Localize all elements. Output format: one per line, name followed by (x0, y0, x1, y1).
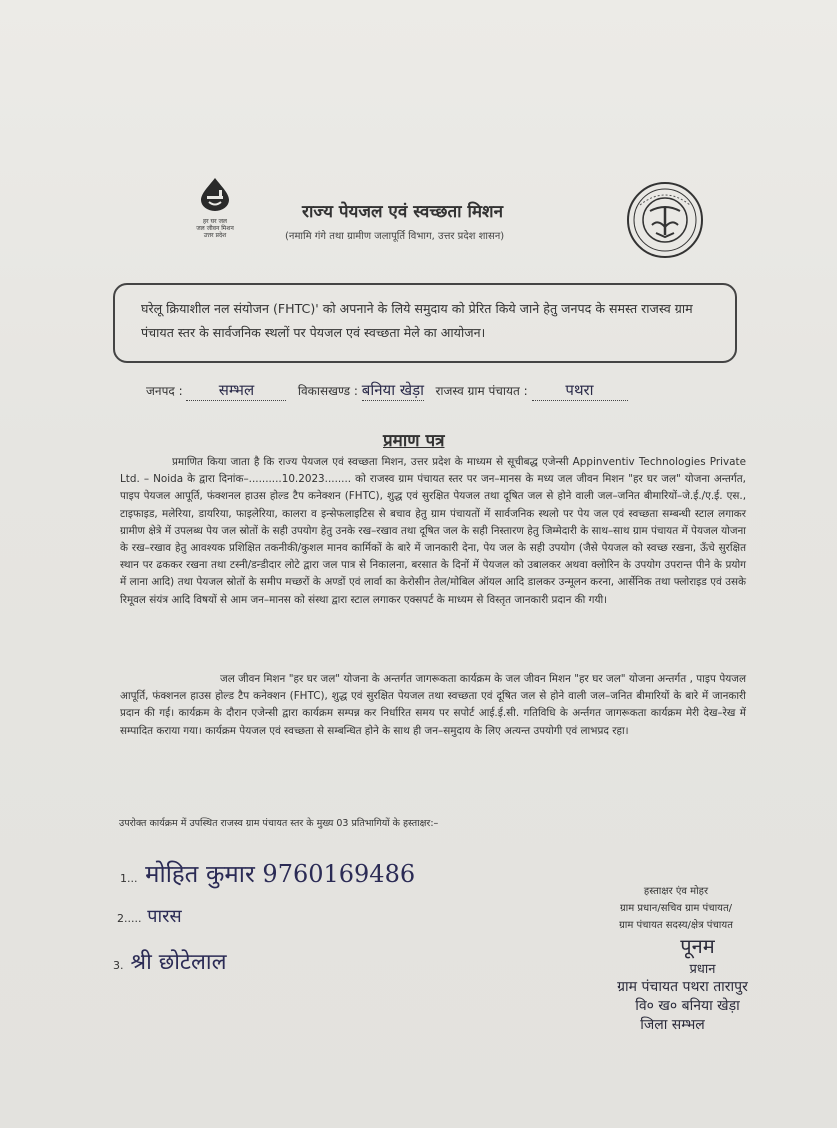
block-label: विकासखण्ड : (297, 384, 358, 398)
stamp-line-2: वि० ख० बनिया खेड़ा (635, 998, 740, 1014)
participant-signature-2 (117, 904, 182, 928)
certificate-paragraph-1: प्रमाणित किया जाता है कि राज्य पेयजल एवं स्वच्छता मिशन, उत्तर प्रदेश के माध्यम से सूचीबद्ध एजेन्सी Appinventiv Technologies Private Ltd. – Noida के द्वारा दिनांक–..........10.2023........ को राजस्व ग्राम पंचायत स्तर पर जन–मानस के मध्य जल जीवन मिशन "हर घर जल" योजना अन्तर्गत, पाइप पेयजल आपूर्ति, फंक्शनल हाउस होल्ड टैप कनेक्शन (FHTC), शुद्ध एवं सुरक्षित पेयजल तथा दूषित जल से होने वाली जल–जनित बीमारियों–जे.ई./ए.ई. एस., टाइफाइड, मलेरिया, डायरिया, फाइलेरिया, कालरा व इन्सेफलाइटिस से बचाव हेतु ग्राम पंचायतों में सार्वजनिक स्थलो पर पेय जल एवं स्वच्छता सम्बन्धी स्टाल लगाकर ग्रामीण क्षेत्रे में उपलब्ध पेय जल स्रोतों के सही उपयोग हेतु उनके रख–रखाव तथा दूषित जल के सही निस्तारण हेतु जिम्मेदारी के साथ–साथ ग्राम पंचायत में पेयजल योजना के रख–रखाव हेतु आवश्यक प्रशिक्षित तकनीकी/कुशल मानव कार्मिकों के बारे में जानकारी देना, पेय जल के सही उपयोग (जैसे पेयजल को स्वच्छ रखना, ऊँचे सुरक्षित स्थान पर ढककर रखना तथा टस्नी/डन्डीदार लोटे द्वारा जल पात्र से निकालना, बरसात के दिनों में पेयजल को उबालकर अथवा क्लोरिन के उपयोग उपरान्त पीने के प्रयोग में लाना आदि) तथा पेयजल स्रोतों के समीप मच्छरों के अण्डों एवं लार्वा का केरोसीन तेल/मोबिल ऑयल आदि डालकर उन्मूलन करना, आर्सेनिक तथा फ्लोराइड एवं उसके रिमूवल संयंत्र आदि विषयों से आम जन–मानस को संस्था द्वारा स्टाल लगाकर एक्सपर्ट के माध्यम से विस्तृत जानकारी प्रदान की गयी। (120, 456, 746, 606)
stamp-line-3: जिला सम्भल (640, 1017, 705, 1033)
pradhan-stamp (600, 932, 775, 1034)
district-label: जनपद : (146, 384, 183, 398)
stamp-line-1: ग्राम पंचायत पथरा तारापुर (617, 979, 748, 995)
event-title-banner: घरेलू क्रियाशील नल संयोजन (FHTC)' को अपनाने के लिये समुदाय को प्रेरित किये जाने हेतु जनपद के समस्त राजस्व ग्राम पंचायत स्तर के सार्वजनिक स्थलों पर पेयजल एवं स्वच्छता मेले का आयोजन। (113, 283, 737, 363)
water-drop-icon (195, 176, 235, 212)
participant-signature-1 (120, 857, 415, 890)
stamp-role: प्रधान (689, 962, 716, 977)
panchayat-value: पथरा (565, 381, 594, 399)
signature-1-text: मोहित कुमार 9760169486 (145, 860, 416, 888)
up-government-seal-icon (626, 181, 704, 259)
seal-line-3: ग्राम पंचायत सदस्य/क्षेत्र पंचायत (619, 920, 733, 931)
seal-line-1: हस्ताक्षर एंव मोहर (643, 886, 709, 897)
signature-number-1: 1... (120, 872, 138, 885)
certificate-paragraph-2: जल जीवन मिशन "हर घर जल" योजना के अन्तर्गत जागरूकता कार्यक्रम के जल जीवन मिशन "हर घर जल" योजना अन्तर्गत , पाइप पेयजल आपूर्ति, फंक्शनल हाउस होल्ड टैप कनेक्शन (FHTC), शुद्ध एवं सुरक्षित पेयजल तथा स्वच्छता एवं दूषित जल से होने वाली जल–जनित बीमारियों के बारे में जानकारी प्रदान की गई। कार्यक्रम के दौरान एजेन्सी द्वारा कार्यक्रम सम्पन्न कर निर्धारित समय पर सपोर्ट आई.ई.सी. गतिविधि के अर्न्तगत जागरूकता कार्यक्रम मेरी देख–रेख में सम्पादित कराया गया। कार्यक्रम पेयजल एवं स्वच्छता से सम्बन्धित होने के साथ ही जन–समुदाय के लिए अत्यन्त उपयोगी एवं लाभप्रद रहा। (120, 673, 746, 737)
signature-2-text: पारस (147, 906, 182, 927)
page-subtitle: (नमामि गंगे तथा ग्रामीण जलापूर्ति विभाग, उत्तर प्रदेश शासन) (285, 231, 505, 242)
certificate-title: प्रमाण पत्र (383, 431, 445, 451)
signatures-intro: उपरोक्त कार्यक्रम में उपस्थित राजस्व ग्राम पंचायत स्तर के मुख्य 03 प्रतिभागियों के हस्ताक्षर:– (119, 818, 439, 829)
participant-signature-3 (113, 946, 227, 976)
signature-number-2: 2..... (117, 912, 142, 925)
pradhan-signature: पूनम (680, 934, 715, 958)
panchayat-label: राजस्व ग्राम पंचायत : (435, 384, 528, 398)
seal-line-2: ग्राम प्रधान/सचिव ग्राम पंचायत/ (619, 903, 733, 914)
signature-number-3: 3. (113, 959, 124, 972)
block-value: बनिया खेड़ा (361, 381, 425, 399)
page-title: राज्य पेयजल एवं स्वच्छता मिशन (302, 202, 504, 222)
logo-tagline: हर घर जल जल जीवन मिशन उत्तर प्रदेश (196, 218, 234, 239)
signature-3-text: श्री छोटेलाल (130, 950, 227, 975)
har-ghar-jal-logo (185, 176, 245, 239)
location-fields (146, 380, 628, 401)
district-value: सम्भल (218, 381, 255, 399)
seal-instructions (596, 883, 756, 934)
